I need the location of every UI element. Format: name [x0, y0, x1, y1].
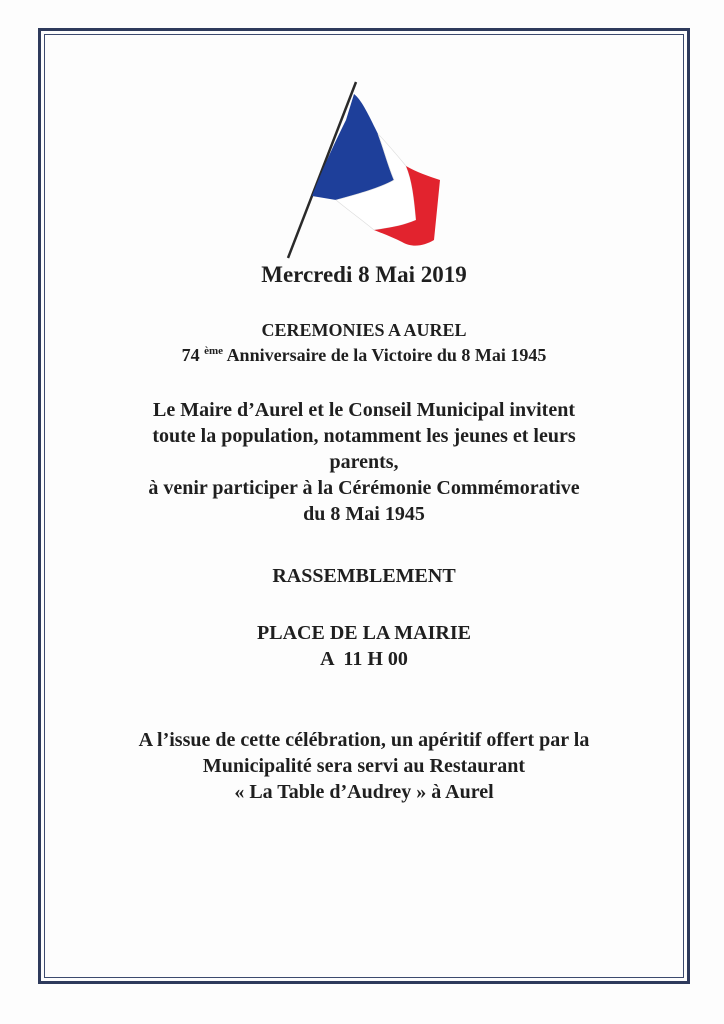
event-date: Mercredi 8 Mai 2019: [261, 262, 467, 287]
closing-line: Municipalité sera servi au Restaurant: [202, 755, 526, 777]
place-name: PLACE DE LA MAIRIE: [257, 622, 471, 644]
invitation-line: à venir participer à la Cérémonie Commémorative: [148, 477, 580, 499]
meeting-place: [44, 620, 684, 672]
anniversary-text: Anniversaire de la Victoire du 8 Mai 1945: [226, 345, 547, 365]
anniversary-number: 74: [181, 345, 200, 365]
invitation-paragraph: [44, 397, 684, 527]
french-flag-icon: [284, 80, 444, 260]
invitation-line: toute la population, notamment les jeunes et leurs: [152, 425, 576, 447]
invitation-line: parents,: [329, 451, 399, 473]
invitation-line: Le Maire d’Aurel et le Conseil Municipal invitent: [152, 399, 575, 421]
ceremonies-heading: CEREMONIES A AUREL: [261, 320, 467, 340]
closing-paragraph: [44, 727, 684, 805]
invitation-line: du 8 Mai 1945: [303, 503, 425, 525]
closing-line: A l’issue de cette célébration, un apéritif offert par la: [138, 729, 590, 751]
meeting-time: A 11 H 00: [320, 648, 408, 670]
anniversary-line: [44, 343, 684, 367]
anniversary-suffix: ème: [204, 345, 224, 357]
rassemblement-heading: RASSEMBLEMENT: [272, 565, 456, 587]
closing-line: « La Table d’Audrey » à Aurel: [234, 781, 494, 803]
